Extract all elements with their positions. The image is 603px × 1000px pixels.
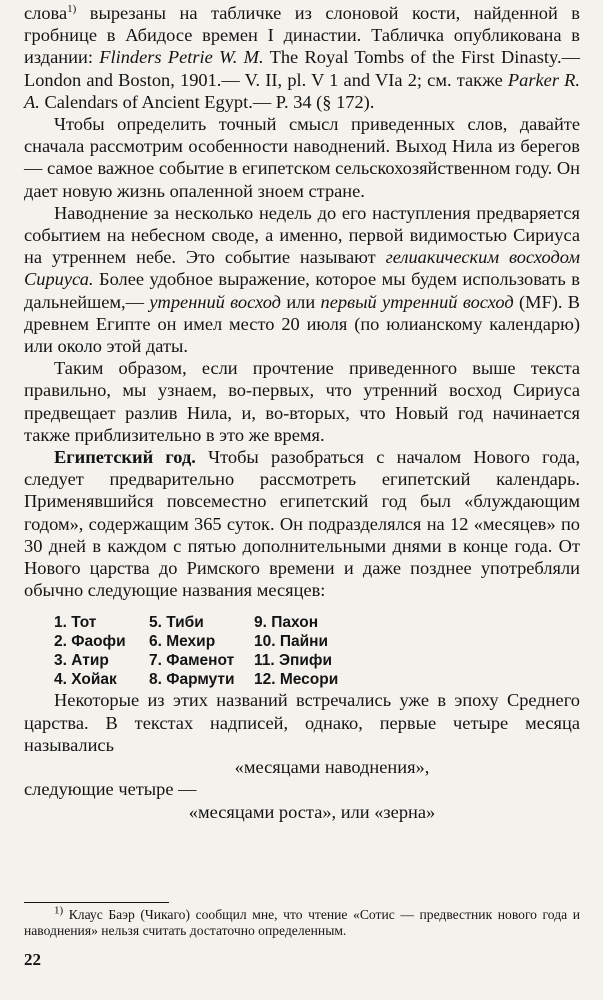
month-cell: 11. Эпифи — [254, 652, 333, 670]
months-table — [54, 613, 580, 689]
p2-text-d: (MF). В древнем Египте он имел место 20 июля (по юлианскому календарю) или около этой даты. — [24, 291, 581, 357]
intro-text: вырезаны на табличке из слоновой кости, найденной в гробнице в Абидосе времен I династии. Табличка опубликована в издании: — [24, 3, 580, 68]
line-next-four: следующие четыре — — [24, 779, 197, 800]
month-cell: 12. Месори — [254, 671, 339, 689]
p2-term-heliacal: гелиакическим восходом Сириуса. — [24, 247, 580, 290]
quote-flood-months: «месяцами наводнения», — [234, 757, 430, 778]
intro-paragraph — [24, 2, 580, 113]
month-cell: 9. Пахон — [254, 614, 319, 632]
p4-text: Чтобы разобраться с началом Нового года, следует предварительно рассмотреть египетский календарь. Применявшийся повсеместно египетский год был «блуждающим годом», содержащим 365 суток. Он подразделялся на 12 «месяцев» по 30 дней в каждом с пятью дополнительными днями в конце года. От Нового царства до Римского времени и даже позднее употребляли обычно следующие названия месяцев: — [24, 447, 580, 601]
intro-word: слова — [24, 3, 68, 23]
months-row — [54, 651, 580, 670]
footnote — [24, 904, 580, 939]
p2-text-b: Более удобное выражение, которое мы будем использовать в дальнейшем,— — [24, 269, 580, 312]
month-cell: 2. Фаофи — [54, 633, 126, 651]
paragraph-2 — [24, 202, 580, 357]
footnote-reference: 1) — [67, 2, 77, 15]
page-number: 22 — [24, 950, 41, 969]
p2-term-morning-rising: утренний восход — [149, 291, 281, 312]
month-cell: 8. Фармути — [149, 671, 235, 689]
intro-end: Calendars of Ancient Egypt.— P. 34 (§ 172). — [39, 91, 375, 112]
author-citation-2: Parker R. A. — [24, 69, 580, 112]
paragraph-5: Некоторые из этих названий встречались уже в эпоху Среднего царства. В текстах надписей, однако, первые четыре месяца назывались — [24, 690, 580, 755]
p2-text-c: или — [280, 291, 321, 312]
month-cell: 10. Пайни — [254, 633, 329, 651]
footnote-text: Клаус Баэр (Чикаго) сообщил мне, что чтение «Сотис — предвестник нового года и наводнения» нельзя считать достаточно определенным. — [24, 907, 580, 938]
month-cell: 3. Атир — [54, 652, 109, 670]
footnote-divider — [24, 902, 169, 903]
paragraph-3: Таким образом, если прочтение приведенного выше текста правильно, мы узнаем, во-первых, что утренний восход Сириуса предвещает разлив Нила, и, во-вторых, что Новый год начинается также приблизительно в это же время. — [24, 358, 580, 445]
months-row — [54, 670, 580, 689]
month-cell: 5. Тиби — [149, 614, 204, 632]
section-heading: Египетский год. — [54, 447, 196, 468]
footnote-marker: 1) — [54, 904, 64, 917]
main-text — [24, 2, 580, 823]
author-citation-1: Flinders Petrie W. M. — [99, 47, 264, 68]
month-cell: 6. Мехир — [149, 633, 216, 651]
paragraph-1: Чтобы определить точный смысл приведенных слов, давайте сначала рассмотрим особенности наводнений. Выход Нила из берегов — самое важное событие в египетском сельскохозяйственном году. Он дает новую жизнь опаленной зноем стране. — [24, 114, 580, 201]
intro-citation: The Royal Tombs of the First Dinasty.— London and Boston, 1901.— V. II, pl. V 1 and VIa 2; см. также — [24, 47, 580, 90]
p2-text-a: Наводнение за несколько недель до его наступления предваряется событием на небесном своде, а именно, первой видимостью Сириуса на утреннем небе. Это событие называют — [24, 202, 580, 268]
month-cell: 1. Тот — [54, 614, 97, 632]
months-row — [54, 613, 580, 632]
quote-growth-months: «месяцами роста», или «зерна» — [188, 801, 436, 822]
month-cell: 4. Хойак — [54, 671, 117, 689]
p2-term-first-morning-rising: первый утренний восход — [320, 291, 514, 312]
month-cell: 7. Фаменот — [149, 652, 235, 670]
paragraph-4 — [24, 446, 580, 601]
months-row — [54, 632, 580, 651]
